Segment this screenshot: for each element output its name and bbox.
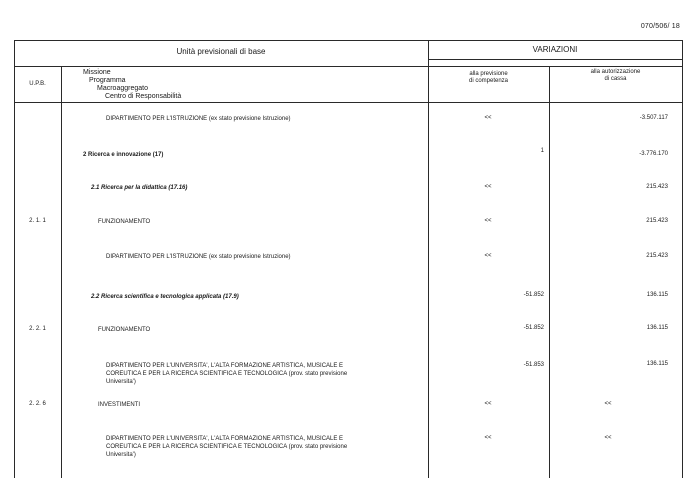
table-row: INVESTIMENTI — [98, 402, 141, 408]
cassa-value: 215.423 — [646, 184, 668, 190]
legend-macroaggregato: Macroaggregato — [97, 85, 148, 92]
table-row: DIPARTIMENTO PER L'ISTRUZIONE (ex stato previsione Istruzione) — [106, 116, 291, 122]
competenza-value: -51.852 — [523, 325, 544, 331]
table-row: FUNZIONAMENTO — [98, 327, 151, 333]
header-bottom-border — [14, 102, 682, 103]
cassa-divider — [549, 66, 550, 478]
competenza-value: << — [484, 218, 492, 224]
upb-divider — [61, 66, 62, 478]
right-border — [682, 40, 683, 478]
header-divider — [14, 66, 682, 67]
cassa-value: 136.115 — [646, 292, 668, 298]
cassa-value: 215.423 — [646, 218, 668, 224]
competenza-value: << — [484, 184, 492, 190]
cassa-value: 215.423 — [646, 253, 668, 259]
legend-missione: Missione — [83, 69, 111, 76]
competenza-value: 1 — [540, 148, 544, 154]
cassa-value: 136.115 — [646, 325, 668, 331]
competenza-header: alla previsione di competenza — [468, 71, 509, 84]
upb-code: 2. 2. 1 — [29, 326, 46, 332]
upb-header: U.P.B. — [29, 81, 46, 87]
table-row: 2.1 Ricerca per la didattica (17.16) — [91, 185, 188, 191]
table-row: 2 Ricerca e innovazione (17) — [83, 152, 164, 158]
left-border — [14, 40, 15, 478]
table-row: DIPARTIMENTO PER L'UNIVERSITA', L'ALTA FORMAZIONE ARTISTICA, MUSICALE E COREUTICA E PER LA RICERCA SCIENTIFICA E TECNOLOGICA (prov. stato previsione Universita') — [106, 436, 348, 458]
competenza-value: << — [484, 115, 492, 121]
variazioni-title: VARIAZIONI — [532, 45, 578, 54]
table-top-border — [14, 40, 682, 41]
cassa-value: << — [604, 401, 612, 407]
competenza-value: << — [484, 401, 492, 407]
table-row: DIPARTIMENTO PER L'UNIVERSITA', L'ALTA FORMAZIONE ARTISTICA, MUSICALE E COREUTICA E PER LA RICERCA SCIENTIFICA E TECNOLOGICA (prov. stato previsione Universita') — [106, 363, 348, 385]
cassa-value: -3.507.117 — [639, 115, 668, 121]
competenza-value: -51.853 — [523, 362, 544, 368]
legend-centro-responsabilita: Centro di Responsabilità — [105, 93, 182, 100]
upb-code: 2. 2. 6 — [29, 401, 46, 407]
unita-previsionali-title: Unità previsionali di base — [176, 47, 266, 56]
upb-code: 2. 1. 1 — [29, 218, 46, 224]
competenza-value: << — [484, 435, 492, 441]
table-row: DIPARTIMENTO PER L'ISTRUZIONE (ex stato previsione Istruzione) — [106, 254, 291, 260]
page-reference: 070/506/ 18 — [640, 23, 680, 30]
table-row: FUNZIONAMENTO — [98, 219, 151, 225]
table-row: 2.2 Ricerca scientifica e tecnologica applicata (17.9) — [91, 294, 239, 300]
header-divider-top — [428, 59, 682, 60]
legend-programma: Programma — [89, 77, 126, 84]
cassa-value: 136.115 — [646, 361, 668, 367]
cassa-value: -3.776.170 — [639, 151, 668, 157]
hierarchy-legend — [83, 69, 181, 101]
competenza-value: << — [484, 253, 492, 259]
cassa-header: alla autorizzazione di cassa — [590, 69, 641, 82]
variazioni-divider — [428, 40, 429, 478]
cassa-value: << — [604, 435, 612, 441]
competenza-value: -51.852 — [523, 292, 544, 298]
